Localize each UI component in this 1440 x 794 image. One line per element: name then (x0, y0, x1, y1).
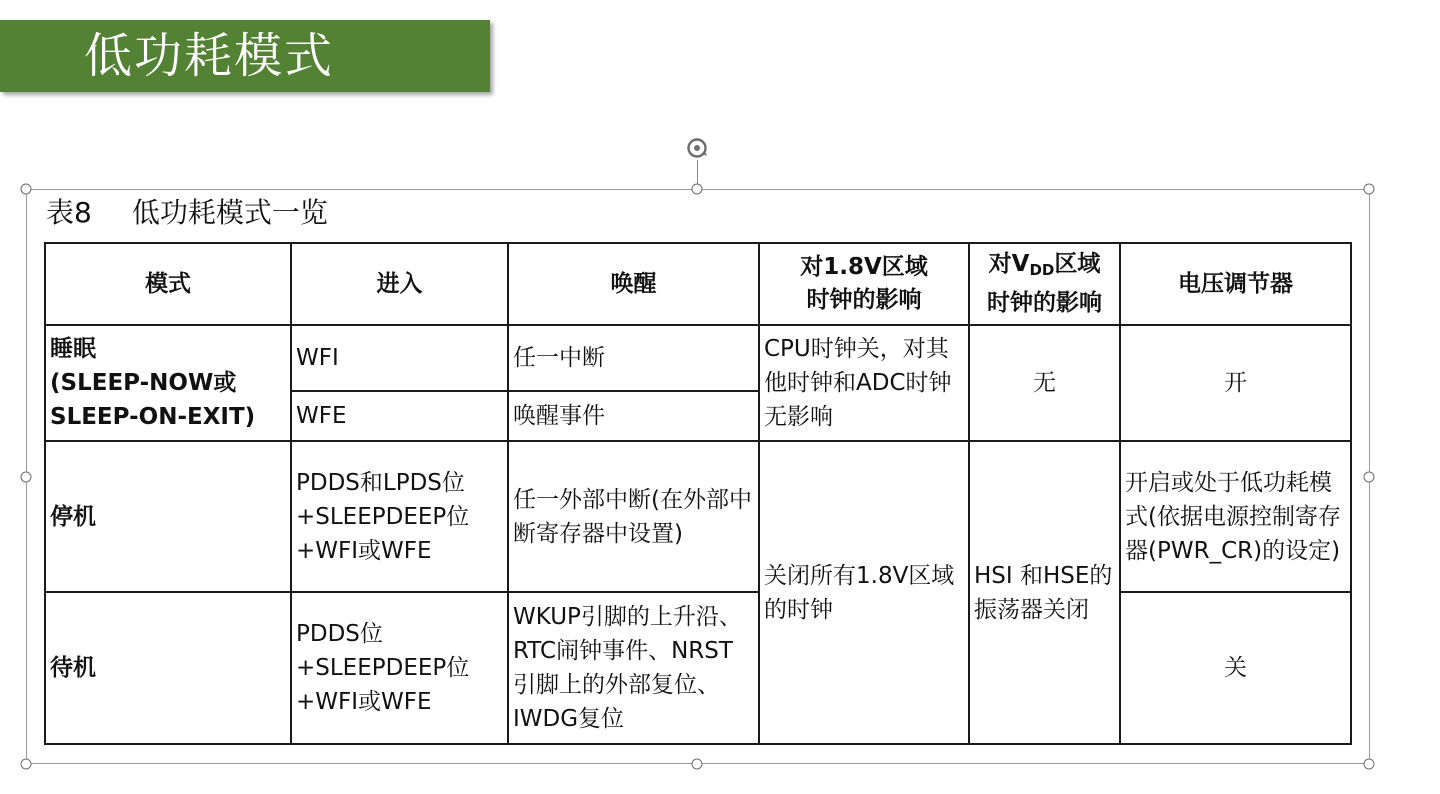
rotate-handle-icon[interactable] (685, 136, 709, 160)
sleep-mode-line2: (SLEEP-NOW或 (50, 370, 237, 396)
header-clock-18v-line2: 时钟的影响 (806, 287, 922, 313)
cell-standby-wake: WKUP引脚的上升沿、RTC闹钟事件、NRST引脚上的外部复位、IWDG复位 (508, 592, 759, 744)
table-row-standby (45, 592, 1351, 744)
cell-sleep-enter-wfi: WFI (291, 325, 508, 391)
resize-handle-top-center[interactable] (692, 184, 703, 195)
header-clock-vdd-line2: 时钟的影响 (987, 290, 1102, 316)
table-caption-text: 低功耗模式一览 (131, 196, 328, 229)
table-caption (46, 193, 328, 233)
header-clock-vdd (969, 243, 1120, 325)
header-clock-18v (759, 243, 969, 325)
table-row-stop (45, 441, 1351, 592)
resize-handle-top-right[interactable] (1364, 184, 1375, 195)
cell-sleep-wake-wfe: 唤醒事件 (508, 391, 759, 441)
cell-standby-mode: 待机 (45, 592, 291, 744)
cell-sleep-clock-vdd: 无 (969, 325, 1120, 441)
low-power-modes-table (44, 242, 1352, 745)
resize-handle-bottom-left[interactable] (21, 759, 32, 770)
slide-title-banner (0, 20, 490, 92)
resize-handle-middle-left[interactable] (21, 472, 32, 483)
slide-title: 低功耗模式 (84, 28, 335, 84)
table-number: 表8 (46, 196, 92, 229)
cell-sleep-wake-wfi: 任一中断 (508, 325, 759, 391)
header-clock-vdd-line1 (974, 248, 1115, 287)
resize-handle-bottom-center[interactable] (692, 759, 703, 770)
header-regulator: 电压调节器 (1120, 243, 1351, 325)
resize-handle-middle-right[interactable] (1364, 472, 1375, 483)
header-vdd-subscript: DD (1029, 261, 1055, 279)
cell-sleep-enter-wfe: WFE (291, 391, 508, 441)
resize-handle-top-left[interactable] (21, 184, 32, 195)
cell-standby-enter: PDDS位+SLEEPDEEP位+WFI或WFE (291, 592, 508, 744)
resize-handle-bottom-right[interactable] (1364, 759, 1375, 770)
cell-stop-enter: PDDS和LPDS位+SLEEPDEEP位+WFI或WFE (291, 441, 508, 592)
cell-stop-standby-clock-vdd: HSI 和HSE的振荡器关闭 (969, 441, 1120, 744)
table-header-row (45, 243, 1351, 325)
cell-sleep-clock-18v: CPU时钟关，对其他时钟和ADC时钟无影响 (759, 325, 969, 441)
cell-stop-standby-clock-18v: 关闭所有1.8V区域的时钟 (759, 441, 969, 744)
header-enter: 进入 (291, 243, 508, 325)
header-vdd-prefix: 对V (988, 251, 1030, 277)
header-wake: 唤醒 (508, 243, 759, 325)
header-mode: 模式 (45, 243, 291, 325)
cell-stop-regulator: 开启或处于低功耗模式(依据电源控制寄存器(PWR_CR)的设定) (1120, 441, 1351, 592)
cell-sleep-regulator: 开 (1120, 325, 1351, 441)
cell-stop-mode: 停机 (45, 441, 291, 592)
cell-standby-regulator: 关 (1120, 592, 1351, 744)
header-vdd-suffix: 区域 (1054, 251, 1101, 277)
sleep-mode-line3: SLEEP-ON-EXIT) (50, 404, 256, 430)
cell-sleep-mode (45, 325, 291, 441)
sleep-mode-line1: 睡眠 (50, 336, 96, 362)
table-row-sleep-wfi (45, 325, 1351, 391)
cell-stop-wake: 任一外部中断(在外部中断寄存器中设置) (508, 441, 759, 592)
header-clock-18v-line1: 对1.8V区域 (800, 254, 928, 280)
